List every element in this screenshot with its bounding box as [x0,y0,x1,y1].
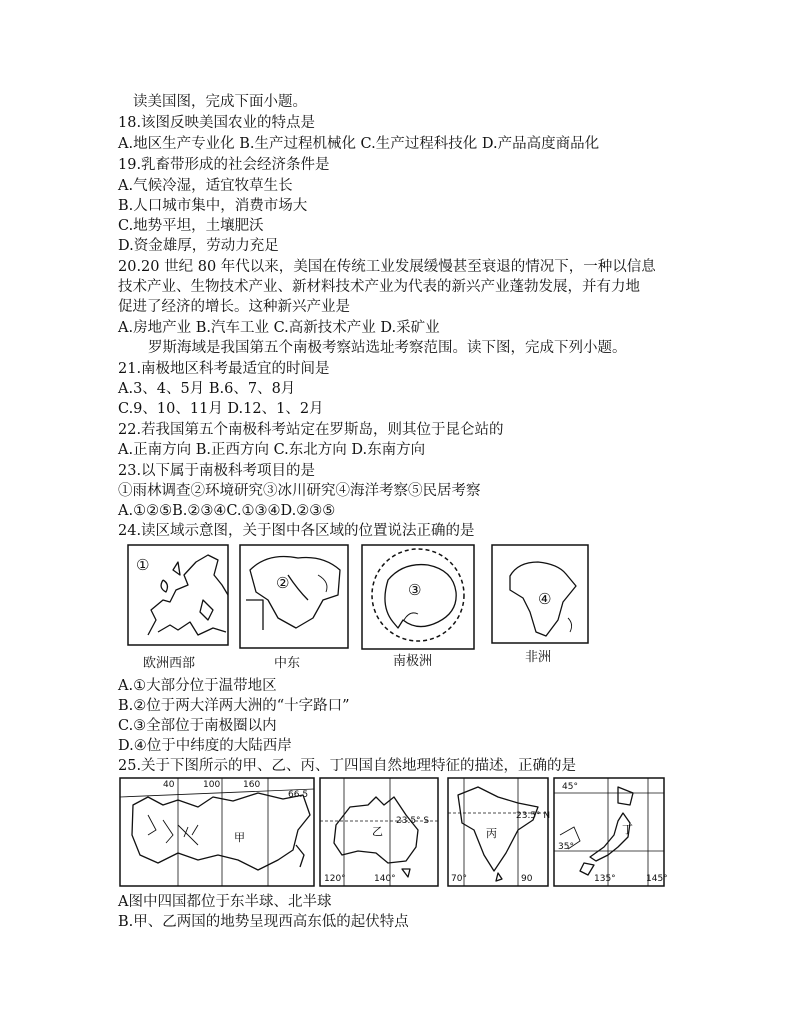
map-japan [554,778,668,886]
region-marker-2: ② [276,574,290,592]
question-20-line-1: 20.20 世纪 80 年代以来，美国在传统工业发展缓慢甚至衰退的情况下，一种以信息 [118,259,656,275]
map-western-europe [128,545,228,645]
question-18-options: A.地区生产专业化 B.生产过程机械化 C.生产过程科技化 D.产品高度商品化 [118,136,600,152]
question-21-options-cd: C.9、10、11月 D.12、1、2月 [118,401,324,417]
jia-lon-40: 40 [163,780,175,790]
question-19: 19.乳畜带形成的社会经济条件是 [118,157,330,173]
question-24-option-b: B.②位于两大洋两大洲的“十字路口” [118,698,350,714]
caption-africa: 非洲 [525,650,552,665]
region-marker-4: ④ [538,590,552,608]
question-18: 18.该图反映美国农业的特点是 [118,115,316,131]
country-maps-figure [118,775,678,887]
question-20-line-3: 促进了经济的增长。这种新兴产业是 [118,299,350,315]
question-19-option-b: B.人口城市集中，消费市场大 [118,198,308,214]
question-19-option-d: D.资金雄厚，劳动力充足 [118,238,279,254]
question-21: 21.南极地区科考最适宜的时间是 [118,361,330,377]
yi-lon-120: 120° [324,874,346,884]
region-marker-3: ③ [408,581,422,599]
ding-lon-135: 135° [594,874,616,884]
question-24-option-c: C.③全部位于南极圈以内 [118,718,277,734]
question-20-options: A.房地产业 B.汽车工业 C.高新技术产业 D.采矿业 [118,320,440,336]
map-middle-east [240,545,348,648]
question-23-items: ①雨林调查②环境研究③冰川研究④海洋考察⑤民居考察 [118,483,481,499]
yi-marker: 乙 [372,825,383,838]
jia-lon-100: 100 [203,780,221,790]
jia-lat-66-5: 66.5 [288,790,309,800]
region-marker-1: ① [136,556,150,574]
map-africa [492,545,588,643]
jia-marker: 甲 [234,831,245,844]
question-19-option-c: C.地势平坦，土壤肥沃 [118,218,264,234]
question-24-option-a: A.①大部分位于温带地区 [118,678,277,694]
question-21-options-ab: A.3、4、5月 B.6、7、8月 [118,381,296,397]
ding-marker: 丁 [622,823,633,836]
question-23: 23.以下属于南极科考项目的是 [118,463,316,479]
intro-ross-sea: 罗斯海域是我国第五个南极考察站选址考察范围。读下图，完成下列小题。 [148,340,627,356]
bing-lon-90: 90 [521,874,533,884]
bing-lon-70: 70° [451,874,467,884]
map-antarctica [362,545,474,649]
caption-western-europe: 欧洲西部 [143,656,196,671]
question-24: 24.读区域示意图，关于图中各区域的位置说法正确的是 [118,523,475,539]
ding-lon-145: 145° [646,874,668,884]
map-australia [320,778,438,886]
bing-lat-23-5n: 23.5° N [516,811,551,821]
question-24-option-d: D.④位于中纬度的大陆西岸 [118,738,292,754]
question-25-option-a: A图中四国都位于东半球、北半球 [118,894,332,910]
intro-usa-map: 读美国图，完成下面小题。 [133,94,307,110]
ding-lat-45: 45° [562,782,578,792]
question-22: 22.若我国第五个南极科考站定在罗斯岛，则其位于昆仑站的 [118,422,504,438]
yi-lon-140: 140° [374,874,396,884]
ding-lat-35: 35° [558,842,574,852]
country-maps-row [118,775,678,891]
question-23-options: A.①②⑤B.②③④C.①③④D.②③⑤ [118,503,336,519]
caption-middle-east: 中东 [274,656,301,671]
question-25-option-b: B.甲、乙两国的地势呈现西高东低的起伏特点 [118,914,409,930]
question-20-line-2: 技术产业、生物技术产业、新材料技术产业为代表的新兴产业蓬勃发展，并有力地 [118,279,640,295]
map-russia [120,778,314,886]
map-india [448,778,550,886]
jia-lon-160: 160 [243,780,261,790]
yi-lat-23-5s: 23.5° S [396,816,430,826]
question-19-option-a: A.气候冷湿，适宜牧草生长 [118,178,293,194]
question-25: 25.关于下图所示的甲、乙、丙、丁四国自然地理特征的描述，正确的是 [118,758,577,774]
caption-antarctica: 南极洲 [393,654,433,669]
question-22-options: A.正南方向 B.正西方向 C.东北方向 D.东南方向 [118,442,426,458]
bing-marker: 丙 [486,827,497,840]
